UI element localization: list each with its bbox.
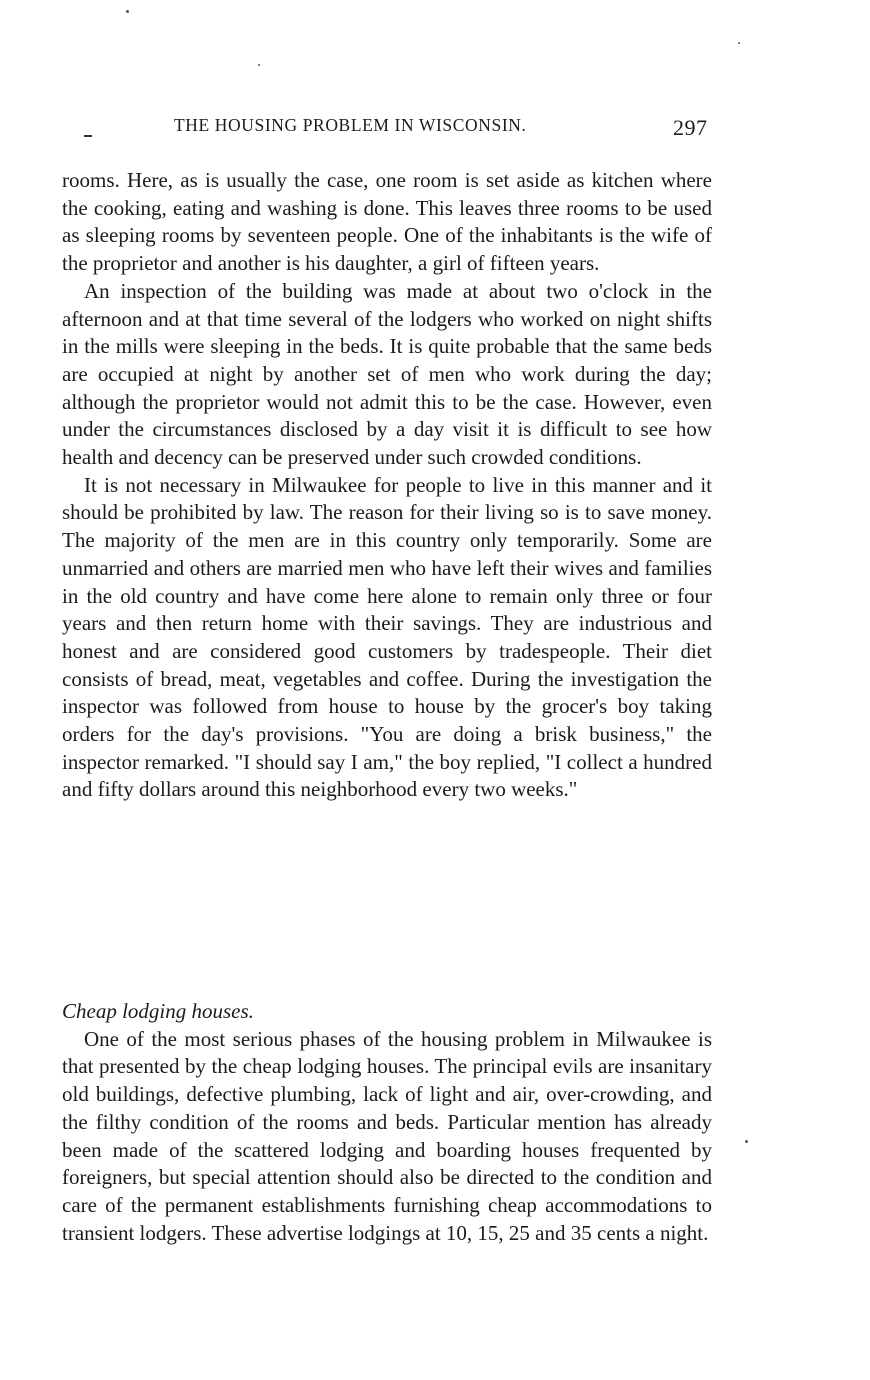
paragraph: An inspection of the building was made at about two o'clock in the afternoon and at that time several of the lodgers who worked on night shifts in the mills were sleeping in the beds. It is quite probable that the same beds are occupied at night by another set of men who work during the day; although the proprietor would not admit this to be the case. However, even under the circumstances disclosed by a day visit it is difficult to see how health and decency can be preserved under such crowded conditions. [62, 278, 712, 470]
paper-speck [738, 42, 740, 44]
running-head: THE HOUSING PROBLEM IN WISCONSIN. [174, 115, 527, 135]
page-number: 297 [673, 115, 708, 140]
body-text [62, 167, 712, 804]
paper-speck [126, 10, 129, 13]
paragraph: One of the most serious phases of the housing problem in Milwaukee is that presented by the cheap lodging houses. The principal evils are insanitary old buildings, defective plumbing, lack of light and air, over-crowding, and the filthy condition of the rooms and beds. Particular mention has already been made of the scattered lodging and boarding houses frequented by foreigners, but special attention should also be directed to the condition and care of the permanent establishments furnishing cheap accommodations to transient lodgers. These advertise lodgings at 10, 15, 25 and 35 cents a night. [62, 1026, 712, 1245]
section-heading: Cheap lodging houses. [62, 999, 254, 1023]
paragraph: rooms. Here, as is usually the case, one room is set aside as kitchen where the cooking, eating and washing is done. This leaves three rooms to be used as sleeping rooms by seventeen people. One of the inhabitants is the wife of the proprietor and another is his daughter, a girl of fifteen years. [62, 168, 712, 276]
print-mark [84, 135, 92, 137]
section-cheap-lodging [62, 998, 712, 1247]
paragraph: It is not necessary in Milwaukee for people to live in this manner and it should be prohibited by law. The reason for their living so is to save money. The majority of the men are in this country only temporarily. Some are unmarried and others are married men who have left their wives and families in the old country and have come here alone to remain only three or four years and then return home with their savings. They are industrious and honest and are considered good customers by tradespeople. Their diet consists of bread, meat, vegetables and coffee. During the investigation the inspector was followed from house to house by the grocer's boy taking orders for the day's provisions. "You are doing a brisk business," the inspector remarked. "I should say I am," the boy replied, "I collect a hundred and fifty dollars around this neighborhood every two weeks." [62, 472, 712, 802]
paper-speck [258, 64, 260, 66]
paper-speck [745, 1140, 748, 1143]
